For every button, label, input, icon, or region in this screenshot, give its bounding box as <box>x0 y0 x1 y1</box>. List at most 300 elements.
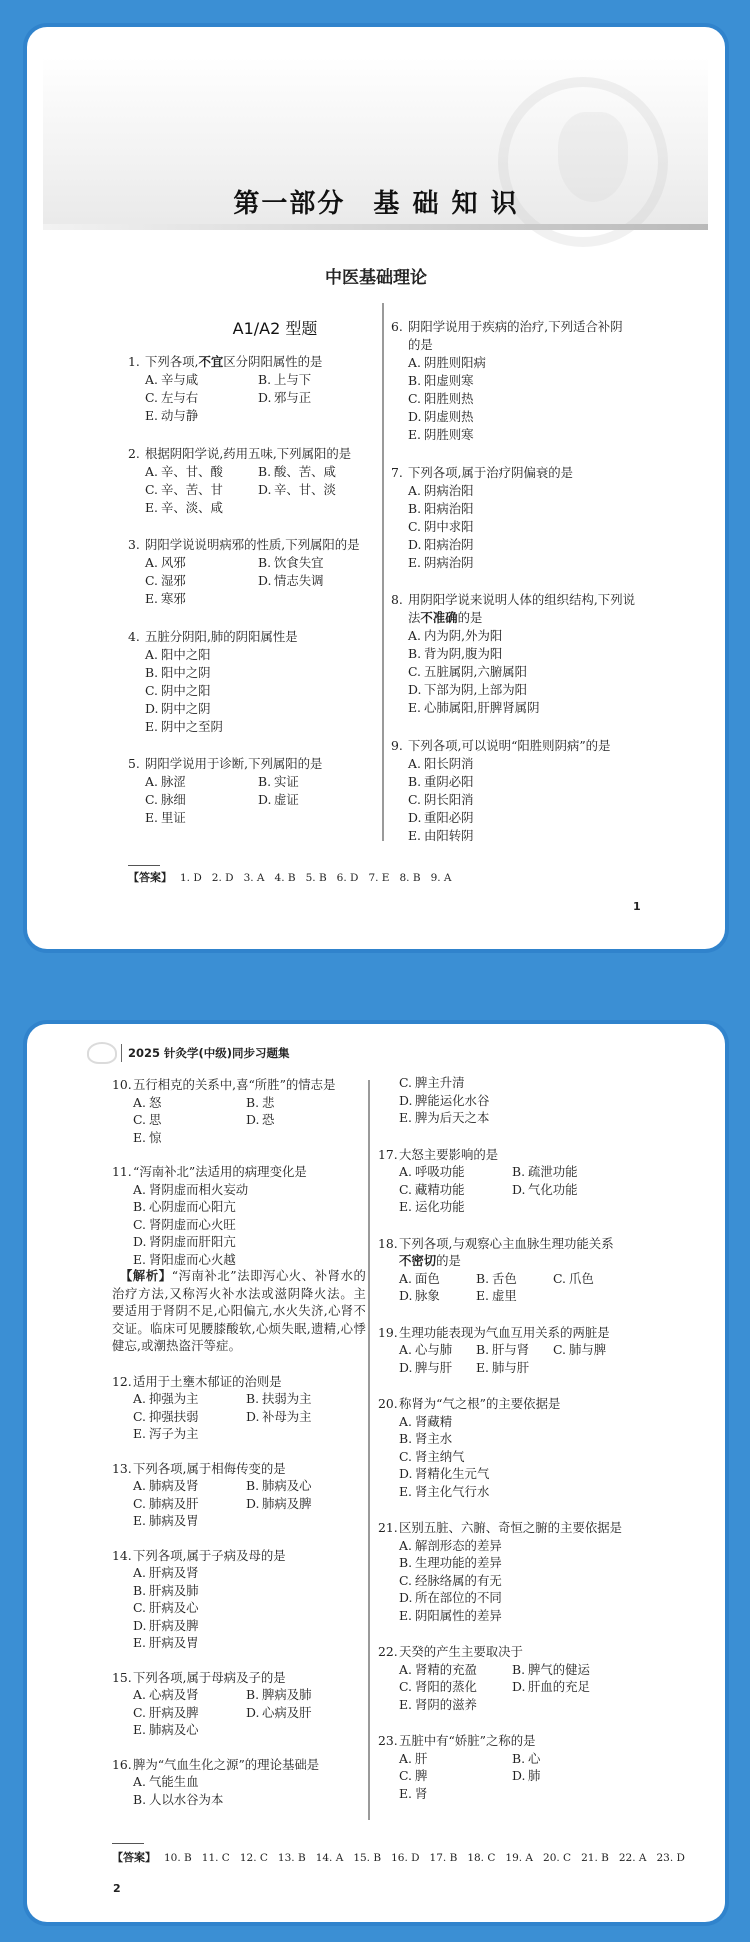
question-stem <box>133 1547 286 1565</box>
banner-strip <box>43 224 708 230</box>
stem-text: 五脏分阴阳,肺的阴阳属性是 <box>145 628 298 644</box>
option-letter: C. <box>408 518 421 534</box>
answer-item: 11. C <box>201 1852 230 1864</box>
question-item <box>378 1732 698 1802</box>
option-letter: B. <box>133 1582 147 1598</box>
page-2 <box>27 1024 725 1922</box>
answer-item: 7. E <box>368 872 390 884</box>
option-b <box>408 500 711 518</box>
option-text: 解剖形态的差异 <box>415 1537 502 1553</box>
option-letter: E. <box>145 408 158 423</box>
options-list <box>145 463 378 517</box>
stem-text: 的是 <box>408 337 433 352</box>
option-e <box>408 554 711 572</box>
option-text: 肺病及心 <box>149 1722 199 1737</box>
option-d <box>246 1495 359 1513</box>
option-text: 阴中之阳 <box>161 682 211 698</box>
question-number: 4. <box>128 628 140 644</box>
option-text: 阴虚则热 <box>424 409 474 424</box>
option-text: 爪色 <box>569 1270 594 1286</box>
option-text: 湿邪 <box>161 573 186 588</box>
option-letter: D. <box>399 1092 413 1108</box>
stem-text: “泻南补北”法适用的病理变化是 <box>133 1164 307 1179</box>
option-text: 酸、苦、咸 <box>274 463 336 479</box>
option-text: 肾阳虚而心火越 <box>149 1251 236 1267</box>
question-stem-line <box>128 445 378 463</box>
option-letter: C. <box>133 1600 146 1615</box>
stem-text: 称肾为“气之根”的主要依据是 <box>399 1396 561 1411</box>
question-number: 20. <box>378 1396 398 1411</box>
question-stem <box>399 1146 498 1164</box>
option-text: 藏精功能 <box>415 1181 465 1197</box>
question-item <box>378 1324 698 1377</box>
option-d <box>258 481 371 499</box>
stem-emphasis: 不准确 <box>420 610 458 625</box>
option-letter: E. <box>399 1696 412 1712</box>
option-text: 肺病及肝 <box>149 1495 199 1511</box>
option-letter: B. <box>258 774 272 789</box>
option-e <box>133 1251 366 1269</box>
option-text: 心病及肝 <box>262 1704 312 1720</box>
stem-text: 阴阳学说用于诊断,下列属阳的是 <box>145 756 323 771</box>
question-item <box>128 755 378 827</box>
question-number: 13. <box>112 1460 132 1476</box>
option-letter: B. <box>258 555 272 570</box>
question-item <box>112 1460 366 1530</box>
option-b <box>246 1094 359 1112</box>
option-text: 由阳转阴 <box>424 827 474 843</box>
option-a <box>145 646 378 664</box>
option-a <box>133 1564 366 1582</box>
option-letter: A. <box>133 1391 146 1406</box>
question-stem-line <box>112 1460 366 1478</box>
option-letter: E. <box>133 1513 146 1528</box>
option-letter: A. <box>145 646 158 662</box>
question-stem <box>145 445 351 463</box>
option-letter: E. <box>145 718 158 734</box>
option-text: 肺 <box>528 1768 541 1783</box>
question-number: 19. <box>378 1324 398 1340</box>
option-d <box>399 1092 698 1110</box>
option-text: 脉涩 <box>161 774 186 789</box>
answer-item: 16. D <box>391 1852 420 1864</box>
option-letter: B. <box>145 664 159 680</box>
stem-text: 法 <box>408 610 421 625</box>
option-b <box>476 1341 553 1359</box>
option-text: 阴长阳消 <box>424 791 474 807</box>
option-e <box>476 1287 553 1305</box>
question-item <box>112 1756 366 1809</box>
stem-text: 适用于土壅木郁证的治则是 <box>133 1373 282 1389</box>
question-number: 21. <box>378 1520 398 1535</box>
option-d <box>258 572 371 590</box>
question-stem-line <box>378 1235 698 1253</box>
option-a <box>145 371 258 389</box>
option-text: 脾与肝 <box>415 1359 453 1375</box>
option-letter: C. <box>399 1075 412 1090</box>
question-item <box>378 1235 698 1305</box>
option-letter: C. <box>399 1679 412 1694</box>
option-d <box>246 1408 359 1426</box>
question-stem-line <box>112 1547 366 1565</box>
option-text: 阳胜则热 <box>424 391 474 406</box>
option-letter: C. <box>145 390 158 405</box>
option-a <box>399 1341 476 1359</box>
option-text: 肝病及心 <box>149 1600 199 1615</box>
option-text: 肾 <box>415 1785 428 1801</box>
option-b <box>512 1750 625 1768</box>
option-text: 肝血的充足 <box>528 1679 590 1694</box>
question-number <box>391 609 408 627</box>
option-b <box>258 773 371 791</box>
option-a <box>399 1413 698 1431</box>
question-stem-line <box>378 1519 698 1537</box>
option-letter: D. <box>399 1359 413 1375</box>
option-d <box>133 1233 366 1251</box>
option-text: 风邪 <box>161 555 186 570</box>
question-stem-line <box>112 1669 366 1687</box>
option-letter: A. <box>133 1094 146 1110</box>
options-list <box>408 354 711 444</box>
option-letter: E. <box>399 1110 412 1125</box>
answer-item: 13. B <box>277 1852 306 1864</box>
question-item <box>391 464 711 572</box>
option-letter: B. <box>399 1555 413 1570</box>
option-text: 补母为主 <box>262 1408 312 1424</box>
option-letter: C. <box>145 792 158 807</box>
question-number: 22. <box>378 1644 398 1659</box>
option-text: 脾能运化水谷 <box>415 1092 490 1108</box>
option-letter: A. <box>145 463 158 479</box>
option-d <box>512 1181 625 1199</box>
option-letter: C. <box>408 791 421 807</box>
options-list <box>408 482 711 572</box>
stem-emphasis: 不宜 <box>198 354 224 369</box>
option-a <box>145 463 258 481</box>
option-letter: A. <box>145 774 158 789</box>
option-text: 肾主化气行水 <box>415 1483 490 1499</box>
option-letter: A. <box>399 1537 412 1553</box>
question-number: 5. <box>128 756 140 771</box>
option-text: 肺病及肾 <box>149 1478 199 1493</box>
option-letter: B. <box>133 1791 147 1807</box>
question-stem-line <box>112 1076 366 1094</box>
option-text: 气化功能 <box>528 1181 578 1197</box>
option-letter: D. <box>408 809 422 825</box>
option-d <box>258 791 371 809</box>
option-c <box>408 663 711 681</box>
question-number: 9. <box>391 737 403 753</box>
question-stem <box>399 1235 614 1253</box>
option-e <box>399 1198 512 1216</box>
option-letter: D. <box>408 409 422 424</box>
option-c <box>133 1408 246 1426</box>
options-list <box>399 1341 698 1376</box>
answer-item: 22. A <box>618 1852 647 1864</box>
question-stem <box>408 318 623 336</box>
option-text: 心病及肾 <box>149 1687 199 1702</box>
option-text: 肾精化生元气 <box>415 1466 490 1481</box>
option-letter: E. <box>145 810 158 825</box>
option-b <box>258 554 371 572</box>
question-stem-line <box>378 1252 698 1270</box>
question-stem <box>399 1395 560 1413</box>
option-text: 肾主水 <box>415 1431 453 1446</box>
option-text: 心 <box>528 1750 541 1766</box>
analysis-label: 【解析】 <box>120 1269 172 1283</box>
question-number: 15. <box>112 1669 132 1685</box>
option-c <box>133 1599 366 1617</box>
question-item <box>378 1643 698 1713</box>
option-a <box>133 1773 366 1791</box>
option-letter: E. <box>399 1199 412 1214</box>
answer-item: 8. B <box>399 872 421 884</box>
stem-text: 脾为“气血生化之源”的理论基础是 <box>133 1756 320 1772</box>
option-d <box>408 536 711 554</box>
option-b <box>258 463 371 481</box>
option-b <box>408 773 711 791</box>
option-letter: E. <box>399 1607 412 1623</box>
question-number: 3. <box>128 537 140 552</box>
question-number: 6. <box>391 319 403 334</box>
option-letter: E. <box>408 554 421 570</box>
page-number: 1 <box>633 900 641 913</box>
option-b <box>476 1270 553 1288</box>
option-text: 辛与咸 <box>161 372 199 387</box>
answer-item: 19. A <box>505 1852 534 1864</box>
option-c <box>133 1704 246 1722</box>
option-letter: C. <box>145 682 158 698</box>
option-letter: E. <box>133 1722 146 1737</box>
question-stem-line <box>391 318 711 336</box>
option-letter: A. <box>408 355 421 370</box>
option-letter: A. <box>399 1270 412 1286</box>
option-letter: D. <box>246 1112 260 1127</box>
question-item <box>128 353 378 425</box>
option-letter: B. <box>408 373 422 388</box>
question-stem <box>145 536 360 554</box>
option-c <box>145 572 258 590</box>
option-text: 脾 <box>415 1768 428 1783</box>
option-text: 肺病及心 <box>262 1478 312 1493</box>
option-letter: B. <box>408 500 422 516</box>
stem-text: 下列各项,属于母病及子的是 <box>133 1669 286 1685</box>
option-e <box>145 499 258 517</box>
option-text: 脾主升清 <box>415 1075 465 1090</box>
option-text: 气能生血 <box>149 1774 199 1789</box>
options-list <box>408 755 711 845</box>
question-stem <box>399 1732 536 1750</box>
options-list <box>145 773 378 827</box>
question-item <box>112 1669 366 1739</box>
option-d <box>399 1589 698 1607</box>
option-e <box>133 1721 246 1739</box>
header-divider <box>121 1044 122 1062</box>
option-a <box>399 1270 476 1288</box>
answers-label: 【答案】 <box>112 1851 156 1864</box>
question-stem <box>145 628 298 646</box>
option-b <box>399 1554 698 1572</box>
option-letter: C. <box>133 1112 146 1127</box>
option-text: 肺病及胃 <box>149 1513 199 1528</box>
answer-item: 17. B <box>429 1852 458 1864</box>
question-number: 2. <box>128 445 140 461</box>
question-number: 8. <box>391 592 403 607</box>
question-number: 12. <box>112 1373 132 1389</box>
option-letter: B. <box>512 1164 526 1179</box>
option-text: 脾病及肺 <box>262 1687 312 1702</box>
option-e <box>145 407 258 425</box>
option-b <box>512 1661 625 1679</box>
option-letter: D. <box>258 390 272 405</box>
option-text: 阳病治阴 <box>424 536 474 552</box>
option-text: 悲 <box>262 1094 275 1110</box>
option-letter: E. <box>399 1483 412 1499</box>
option-e <box>408 426 711 444</box>
option-c <box>133 1111 246 1129</box>
option-c <box>408 390 711 408</box>
option-a <box>133 1094 246 1112</box>
stem-text: 大怒主要影响的是 <box>399 1146 499 1162</box>
option-letter: A. <box>399 1164 412 1179</box>
question-item <box>378 1395 698 1500</box>
option-letter: D. <box>399 1288 413 1303</box>
question-stem <box>399 1324 610 1342</box>
option-letter: B. <box>476 1342 490 1357</box>
stem-text: 根据阴阳学说,药用五味,下列属阳的是 <box>145 445 352 461</box>
page-1 <box>27 27 725 949</box>
column-divider <box>382 303 384 841</box>
right-column <box>378 1074 698 1821</box>
answer-key <box>128 869 462 885</box>
option-c <box>399 1181 512 1199</box>
options-list <box>399 1661 698 1714</box>
answer-item: 12. C <box>239 1852 268 1864</box>
stem-text: 下列各项,与观察心主血脉生理功能关系 <box>399 1235 614 1251</box>
option-e <box>399 1483 698 1501</box>
option-e <box>408 827 711 845</box>
option-letter: C. <box>133 1216 146 1232</box>
option-letter: D. <box>133 1617 147 1633</box>
option-b <box>145 664 378 682</box>
option-c <box>553 1341 630 1359</box>
question-stem-line <box>112 1756 366 1774</box>
options-list <box>133 1094 366 1147</box>
question-stem <box>145 353 322 371</box>
option-text: 肝病及脾 <box>149 1704 199 1720</box>
option-letter: B. <box>133 1199 147 1214</box>
option-letter: C. <box>145 481 158 497</box>
option-a <box>408 755 711 773</box>
option-d <box>408 408 711 426</box>
option-text: 经脉络属的有无 <box>415 1572 502 1588</box>
option-letter: C. <box>399 1448 412 1464</box>
option-b <box>408 645 711 663</box>
stem-text: 五脏中有“娇脏”之称的是 <box>399 1733 536 1748</box>
option-a <box>399 1750 512 1768</box>
question-number <box>378 1252 399 1270</box>
option-letter: A. <box>399 1342 412 1357</box>
option-letter: C. <box>145 573 158 588</box>
option-letter: A. <box>408 482 421 498</box>
question-stem-line <box>391 737 711 755</box>
option-text: 肺病及脾 <box>262 1495 312 1511</box>
question-item <box>112 1373 366 1443</box>
answer-item: 5. B <box>305 872 327 884</box>
options-list <box>145 554 378 608</box>
options-list <box>408 627 711 717</box>
option-b <box>408 372 711 390</box>
stem-text: 五行相克的关系中,喜“所胜”的情志是 <box>133 1077 336 1092</box>
option-letter: E. <box>408 427 421 442</box>
question-stem-line <box>378 1324 698 1342</box>
question-number: 17. <box>378 1146 398 1162</box>
option-e <box>408 699 711 717</box>
option-b <box>246 1390 359 1408</box>
option-a <box>399 1537 698 1555</box>
option-text: 脾为后天之本 <box>415 1110 490 1125</box>
question-stem-line <box>128 353 378 371</box>
option-d <box>512 1767 625 1785</box>
option-letter: C. <box>553 1270 566 1286</box>
option-c <box>399 1572 698 1590</box>
book-logo-icon <box>87 1042 117 1064</box>
stem-text: 下列各项,属于治疗阴偏衰的是 <box>408 464 574 480</box>
options-list <box>399 1413 698 1501</box>
answer-item: 6. D <box>336 872 359 884</box>
option-text: 运化功能 <box>415 1199 465 1214</box>
option-letter: B. <box>258 372 272 387</box>
option-letter: D. <box>258 792 272 807</box>
options-list <box>145 646 378 736</box>
option-letter: A. <box>408 755 421 771</box>
column-divider <box>368 1080 370 1820</box>
question-stem <box>399 1252 461 1270</box>
answer-item: 21. B <box>581 1852 609 1864</box>
page-number: 2 <box>113 1882 121 1895</box>
option-letter: E. <box>476 1288 489 1303</box>
answers-rule <box>112 1843 144 1844</box>
stem-text: 下列各项, <box>145 354 199 369</box>
option-text: 阴中之阴 <box>161 700 211 716</box>
option-text: 生理功能的差异 <box>415 1555 502 1570</box>
option-d <box>246 1111 359 1129</box>
option-c <box>408 518 711 536</box>
option-text: 所在部位的不同 <box>415 1590 502 1605</box>
left-column <box>112 1076 366 1825</box>
option-letter: D. <box>133 1234 147 1249</box>
option-letter: E. <box>408 700 421 715</box>
option-b <box>246 1477 359 1495</box>
question-stem <box>408 591 635 609</box>
option-letter: B. <box>246 1094 260 1110</box>
option-text: 阳病治阳 <box>424 500 474 516</box>
question-stem <box>408 737 610 755</box>
option-e <box>399 1696 512 1714</box>
option-text: 阴中之至阴 <box>161 718 223 734</box>
question-number: 11. <box>112 1164 132 1179</box>
option-letter: D. <box>408 536 422 552</box>
options-list <box>133 1686 366 1739</box>
option-a <box>408 627 711 645</box>
option-letter: D. <box>399 1590 413 1605</box>
option-e <box>133 1425 246 1443</box>
option-letter: D. <box>246 1704 260 1720</box>
option-letter: E. <box>476 1359 489 1375</box>
option-text: 阴中求阳 <box>424 518 474 534</box>
question-stem <box>408 464 573 482</box>
option-text: 阴病治阳 <box>424 482 474 498</box>
